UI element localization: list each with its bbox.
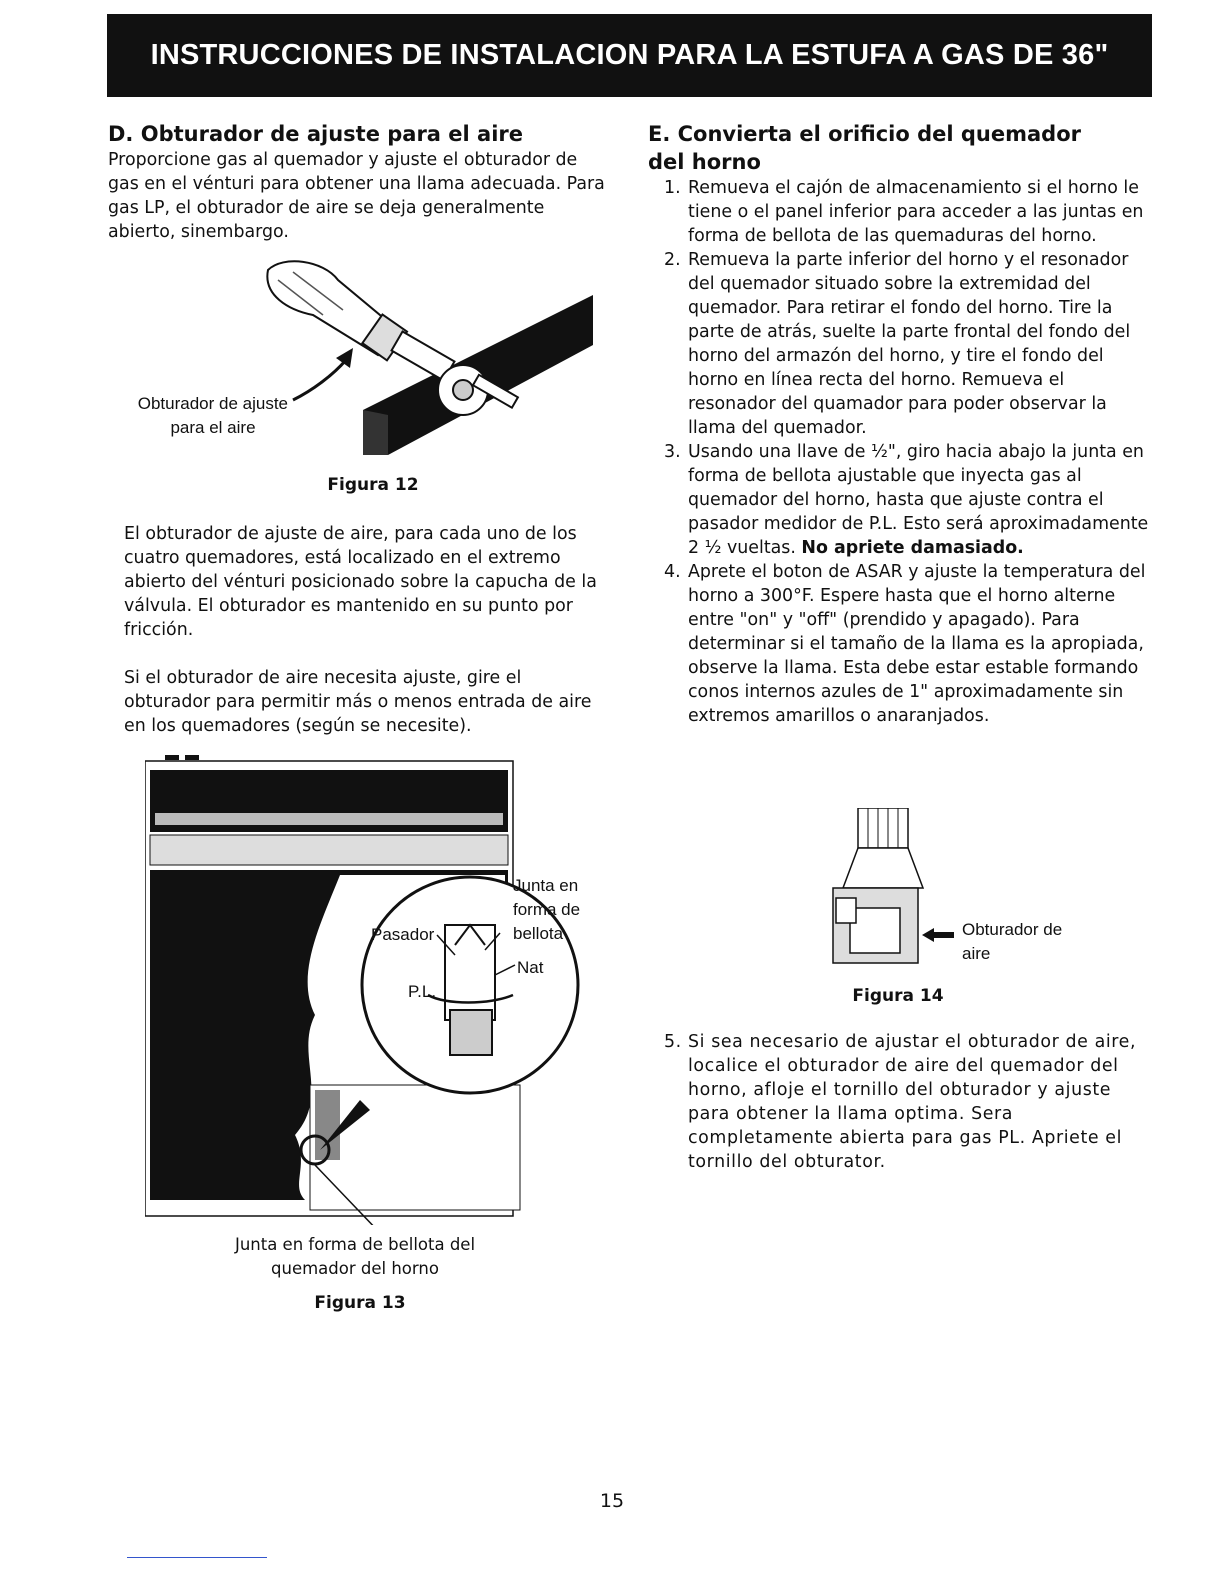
fig12-label-line2: para el aire bbox=[170, 418, 256, 437]
arrow-left-icon bbox=[922, 928, 954, 942]
fig12-title: Figura 12 bbox=[327, 475, 419, 495]
step-item: 3. Usando una llave de ½", giro hacia abajo la junta en forma de bellota ajustable que inyecta gas al quemador del horno, hasta que ajuste contra el pasador medidor de P.L. Esto será aproximadamente 2 ½ vueltas. No apriete damasiado. bbox=[664, 442, 1149, 558]
fig14-label-line1: Obturador de bbox=[962, 920, 1063, 939]
fig13-title: Figura 13 bbox=[314, 1293, 406, 1313]
section-d-para2: Si el obturador de aire necesita ajuste, gire el obturador para permitir más o menos entrada de aire en los quemadores (según se necesite). bbox=[124, 668, 592, 736]
step-3-warning: No apriete damasiado. bbox=[801, 538, 1024, 558]
fig13-label-nat: Nat bbox=[517, 958, 544, 977]
figure-14 bbox=[820, 808, 1120, 1018]
fig13-label-pasador: Pasador bbox=[371, 925, 435, 944]
fig13-caption-line2: quemador del horno bbox=[271, 1259, 439, 1278]
fig14-title: Figura 14 bbox=[852, 986, 944, 1006]
figure-13 bbox=[145, 755, 595, 1315]
page-number: 15 bbox=[599, 1490, 625, 1512]
page-header-banner bbox=[107, 14, 1152, 97]
section-e bbox=[648, 120, 1153, 728]
fig13-label-junta-2: forma de bbox=[513, 900, 581, 919]
section-d-heading: D. Obturador de ajuste para el aire bbox=[108, 122, 524, 146]
step-item: 1. Remueva el cajón de almacenamiento si el horno le tiene o el panel inferior para acceder a las juntas en forma de bellota de las quemaduras del horno. bbox=[664, 178, 1144, 246]
section-d bbox=[108, 120, 618, 244]
fig13-label-junta-1: Junta en bbox=[513, 876, 579, 895]
fig14-label-line2: aire bbox=[962, 944, 991, 963]
fig13-label-pl: P.L. bbox=[408, 982, 437, 1001]
page-title: INSTRUCCIONES DE INSTALACION PARA LA ESTUFA A GAS DE 36" bbox=[150, 39, 1109, 71]
footer-divider bbox=[127, 1557, 267, 1558]
section-d-para1: El obturador de ajuste de aire, para cada uno de los cuatro quemadores, está localizado en el extremo abierto del vénturi posicionado sobre la capucha de la válvula. El obturador es mantenido en su punto por fricción. bbox=[124, 524, 597, 640]
fig13-caption-line1: Junta en forma de bellota del bbox=[234, 1235, 476, 1254]
fig12-label-line1: Obturador de ajuste bbox=[137, 394, 288, 413]
fig13-label-junta-3: bellota bbox=[513, 924, 564, 943]
step-item: 4. Aprete el boton de ASAR y ajuste la temperatura del horno a 300°F. Espere hasta que el horno alterne entre "on" y "off" (prendido y apagado). Para determinar si el tamaño de la llama es la apropiada, observe la llama. Esta debe estar estable formando conos internos azules de 1" aproximadamente sin extremos amarillos o anaranjados. bbox=[664, 562, 1146, 726]
range-oven-illustration bbox=[145, 755, 595, 1225]
step-item: 5. Si sea necesario de ajustar el obturador de aire, localice el obturador de aire del quemador del horno, afloje el tornillo del obturador y ajuste para obtener la llama optima. Sera completamente abierta para gas PL. Apriete el tornillo del obturator. bbox=[664, 1032, 1137, 1172]
burner-shutter-illustration bbox=[828, 808, 948, 968]
figure-12 bbox=[108, 250, 608, 500]
section-e-steps bbox=[648, 176, 1153, 728]
step-item: 2. Remueva la parte inferior del horno y el resonador del quemador situado sobre la extremidad del quemador. Para retirar el fondo del horno. Tire la parte de atrás, suelte la parte frontal del fondo del horno del armazón del horno, y tire el fondo del horno en línea recta del horno. Remueva el resonador del quamador para poder observar la llama del quemador. bbox=[664, 250, 1131, 438]
section-e-heading: E. Convierta el orificio del quemador del horno bbox=[648, 122, 1081, 174]
section-d-intro: Proporcione gas al quemador y ajuste el obturador de gas en el vénturi para obtener una llama adecuada. Para gas LP, el obturador de aire se deja generalmente abierto, sinembargo. bbox=[108, 150, 605, 242]
